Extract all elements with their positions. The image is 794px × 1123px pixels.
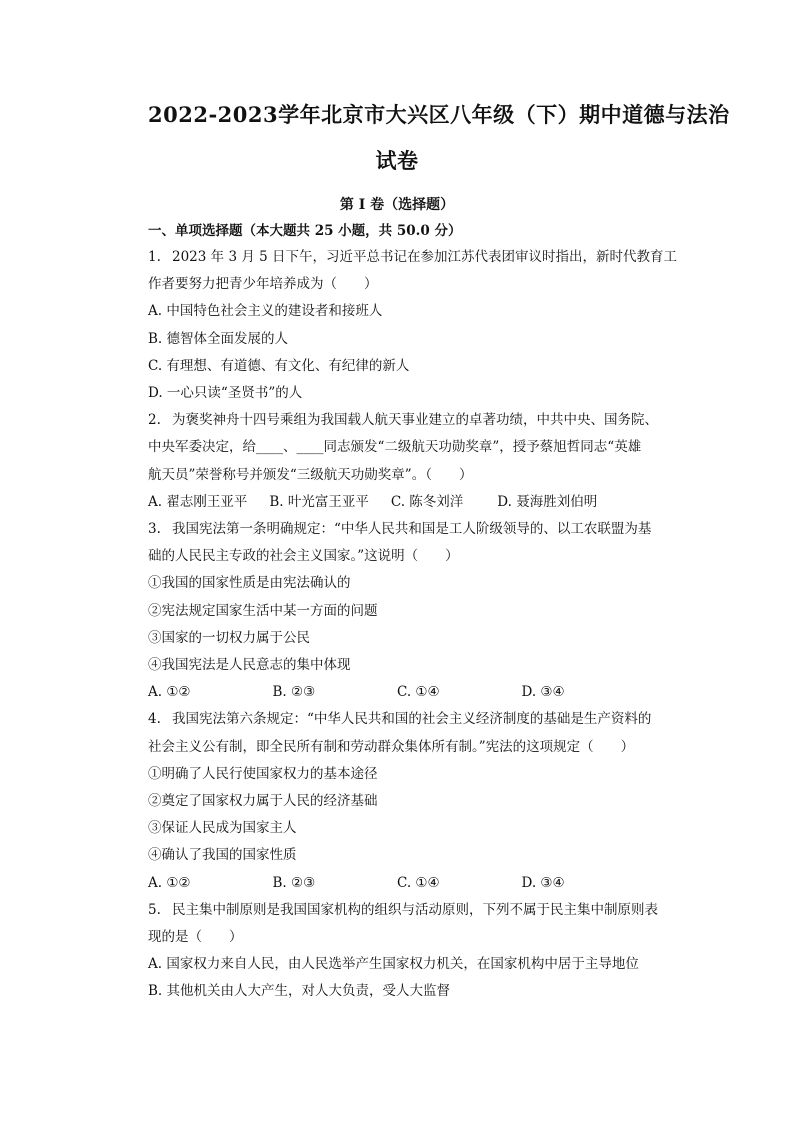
option-c: C. ①④ (397, 874, 440, 891)
option-b: B. 德智体全面发展的人 (148, 330, 289, 347)
statement-1: ①明确了人民行使国家权力的基本途径 (148, 765, 378, 782)
question-number: 3. (148, 521, 161, 538)
question-4 (148, 706, 652, 896)
option-b: B. 其他机关由人大产生，对人大负责，受人大监督 (148, 983, 451, 1000)
option-a: A. 中国特色社会主义的建设者和接班人 (148, 303, 383, 320)
question-stem-line: 现的是（ ） (148, 929, 243, 946)
question-stem-line (148, 244, 677, 271)
option-a: A. ①② (148, 684, 191, 701)
option-d: D. ③④ (521, 874, 565, 891)
question-stem-line (148, 706, 652, 733)
statement-3: ③保证人民成为国家主人 (148, 820, 297, 837)
section-title: 第 I 卷（选择题） (339, 197, 455, 213)
question-1 (148, 244, 677, 407)
question-text: 我国宪法第一条明确规定：“中华人民共和国是工人阶级领导的、以工农联盟为基 (172, 521, 652, 538)
options-row (148, 870, 646, 897)
option-d: D. 聂海胜刘伯明 (497, 493, 598, 510)
option-b: B. ②③ (272, 874, 316, 891)
question-stem-line: 中央军委决定，给____、____同志颁发“二级航天功勋奖章”，授予蔡旭哲同志“英雄 (148, 439, 642, 456)
statement-3: ③国家的一切权力属于公民 (148, 629, 310, 646)
question-text: 为褒奖神舟十四号乘组为我国载人航天事业建立的卓著功绩，中共中央、国务院、 (172, 412, 658, 429)
statement-4: ④我国宪法是人民意志的集中体现 (148, 657, 351, 674)
question-stem-line (148, 516, 652, 543)
question-stem-line: 础的人民民主专政的社会主义国家。”这说明（ ） (148, 548, 459, 565)
question-2 (148, 407, 658, 516)
question-5 (148, 897, 658, 1006)
question-stem-line: 作者要努力把青少年培养成为（ ） (148, 276, 378, 293)
option-b: B. ②③ (272, 684, 316, 701)
question-number: 4. (148, 711, 161, 728)
question-number: 5. (148, 901, 161, 918)
statement-2: ②奠定了国家权力属于人民的经济基础 (148, 793, 378, 810)
option-a: A. 国家权力来自人民，由人民选举产生国家权力机关，在国家机构中居于主导地位 (148, 956, 639, 973)
option-c: C. 有理想、有道德、有文化、有纪律的新人 (148, 357, 410, 374)
question-text: 2023 年 3 月 5 日下午，习近平总书记在参加江苏代表团审议时指出，新时代教育工 (172, 249, 677, 265)
exam-title-line-1: 2022-2023学年北京市大兴区八年级（下）期中道德与法治 (148, 102, 730, 127)
option-c: C. 陈冬刘洋 (390, 493, 464, 510)
statement-2: ②宪法规定国家生活中某一方面的问题 (148, 602, 378, 619)
question-stem-line (148, 407, 658, 434)
options-row (148, 679, 646, 706)
question-3 (148, 516, 652, 706)
option-c: C. ①④ (397, 684, 440, 701)
exam-title-line-2: 试卷 (375, 148, 419, 173)
section-heading: 一、单项选择题（本大题共 25 小题，共 50.0 分） (148, 223, 462, 239)
question-stem-line: 社会主义公有制，即全民所有制和劳动群众集体所有制。”宪法的这项规定（ ） (148, 738, 635, 755)
option-a: A. ①② (148, 874, 191, 891)
option-a: A. 翟志刚王亚平 (148, 493, 248, 510)
question-stem-line: 航天员”荣誉称号并颁发“三级航天功勋奖章”。（ ） (148, 466, 473, 483)
question-text: 民主集中制原则是我国国家机构的组织与活动原则，下列不属于民主集中制原则表 (172, 901, 658, 918)
options-row (148, 489, 646, 516)
exam-title (148, 0, 730, 184)
question-stem-line (148, 897, 658, 924)
statement-4: ④确认了我国的国家性质 (148, 847, 297, 864)
statement-1: ①我国的国家性质是由宪法确认的 (148, 575, 351, 592)
question-text: 我国宪法第六条规定：“中华人民共和国的社会主义经济制度的基础是生产资料的 (172, 711, 652, 728)
option-d: D. ③④ (521, 684, 565, 701)
option-d: D. 一心只读“圣贤书”的人 (148, 385, 303, 402)
option-b: B. 叶光富王亚平 (269, 493, 369, 510)
question-number: 1. (148, 249, 161, 265)
question-number: 2. (148, 412, 161, 429)
